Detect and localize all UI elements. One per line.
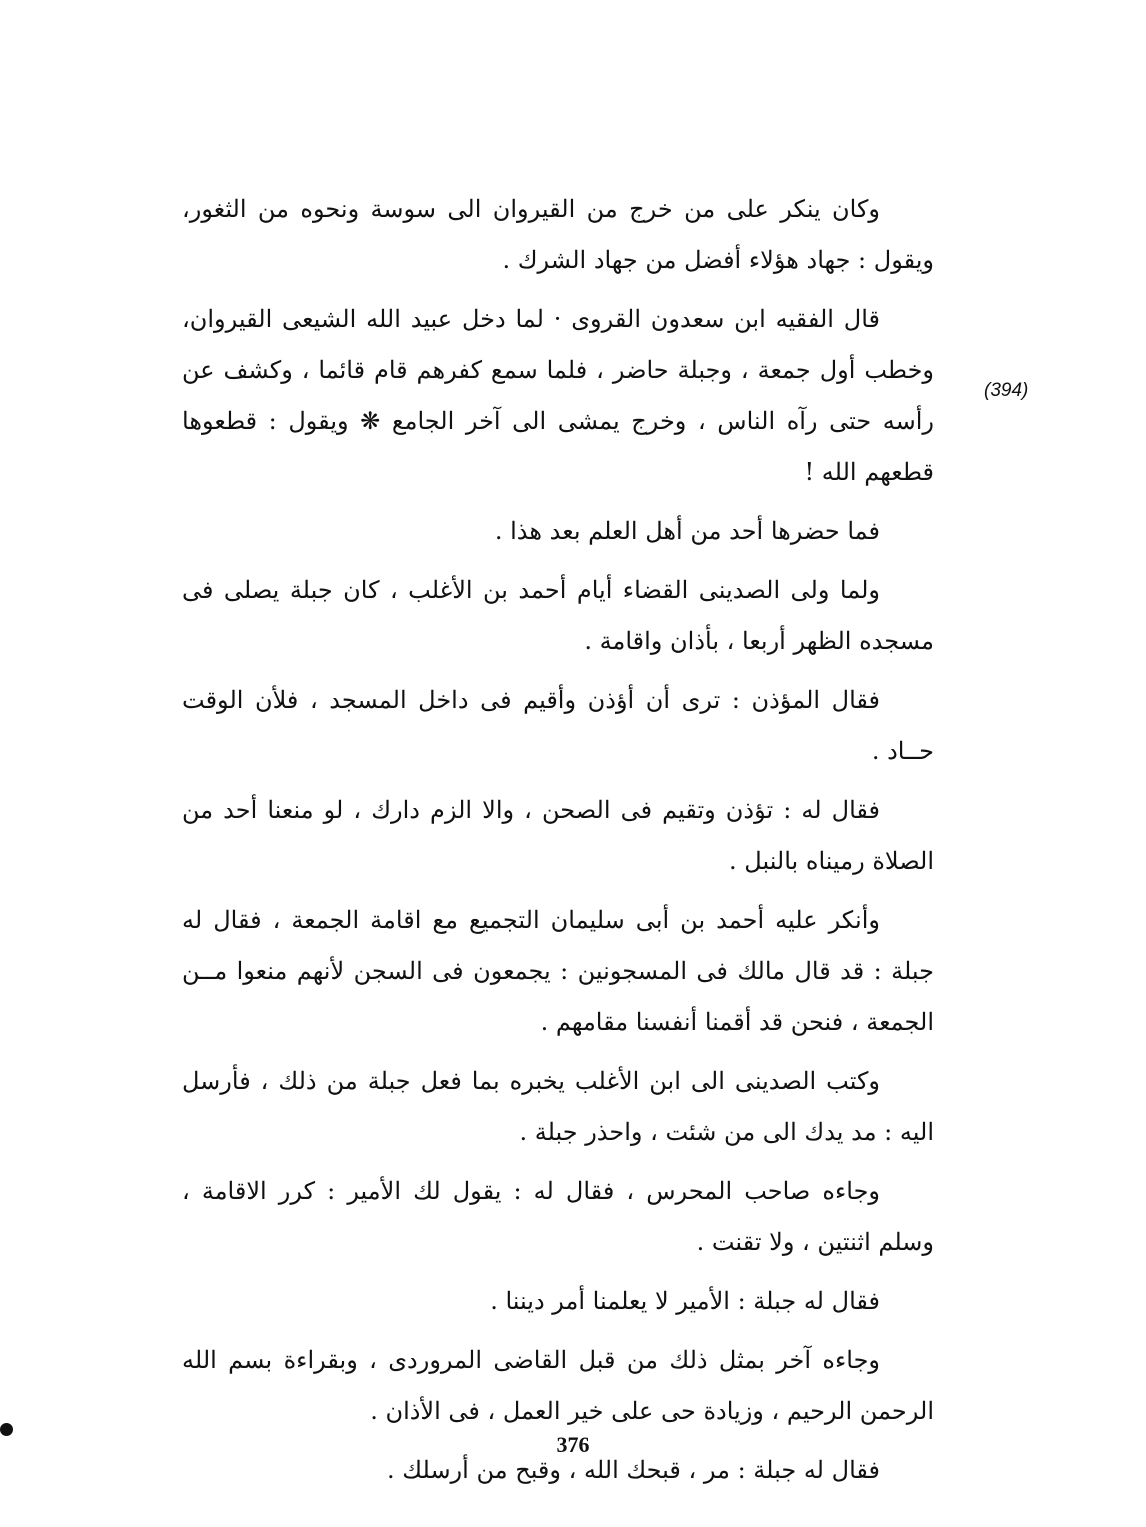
paragraph-8: وكتب الصدينى الى ابن الأغلب يخبره بما فعل جبلة من ذلك ، فأرسل اليه : مد يدك الى من شئت ، واحذر جبلة . bbox=[182, 1067, 934, 1146]
paragraph-12: فقال له جبلة : مر ، قبحك الله ، وقبح من أرسلك . bbox=[387, 1456, 880, 1484]
paragraph-2: قال الفقيه ابن سعدون القروى · لما دخل عبيد الله الشيعى القيروان، وخطب أول جمعة ، وجبلة حاضر ، فلما سمع كفرهم قام قائما ، وكشف عن رأسه حتى رآه الناس ، وخرج يمشى الى آخر الجامع ❋ ويقول : قطعوها قطعهم الله ! bbox=[182, 305, 934, 486]
paragraph-1: وكان ينكر على من خرج من القيروان الى سوسة ونحوه من الثغور، ويقول : جهاد هؤلاء أفضل من جهاد الشرك . bbox=[182, 195, 934, 274]
paragraph-11: وجاءه آخر بمثل ذلك من قبل القاضى المروردى ، وبقراءة بسم الله الرحمن الرحيم ، وزيادة حى على خير العمل ، فى الأذان . bbox=[182, 1346, 934, 1425]
page-number: 376 bbox=[556, 1432, 590, 1457]
paragraph-7: وأنكر عليه أحمد بن أبى سليمان التجميع مع اقامة الجمعة ، فقال له جبلة : قد قال مالك فى المسجونين : يجمعون فى السجن لأنهم منعوا مــن الجمعة ، فنحن قد أقمنا أنفسنا مقامهم . bbox=[182, 906, 934, 1036]
scan-mark-dot bbox=[0, 1423, 13, 1436]
margin-reference-number: (394) bbox=[984, 380, 1029, 401]
paragraph-4: ولما ولى الصدينى القضاء أيام أحمد بن الأغلب ، كان جبلة يصلى فى مسجده الظهر أربعا ، بأذان واقامة . bbox=[182, 576, 934, 655]
paragraph-6: فقال له : تؤذن وتقيم فى الصحن ، والا الزم دارك ، لو منعنا أحد من الصلاة رميناه بالنبل . bbox=[182, 796, 934, 875]
paragraph-10: فقال له جبلة : الأمير لا يعلمنا أمر ديننا . bbox=[490, 1287, 880, 1315]
paragraph-3: فما حضرها أحد من أهل العلم بعد هذا . bbox=[494, 517, 880, 545]
page-body bbox=[182, 184, 934, 1504]
paragraph-9: وجاءه صاحب المحرس ، فقال له : يقول لك الأمير : كرر الاقامة ، وسلم اثنتين ، ولا تقنت . bbox=[182, 1177, 934, 1256]
paragraph-5: فقال المؤذن : ترى أن أؤذن وأقيم فى داخل المسجد ، فلأن الوقت حــاد . bbox=[182, 686, 934, 765]
